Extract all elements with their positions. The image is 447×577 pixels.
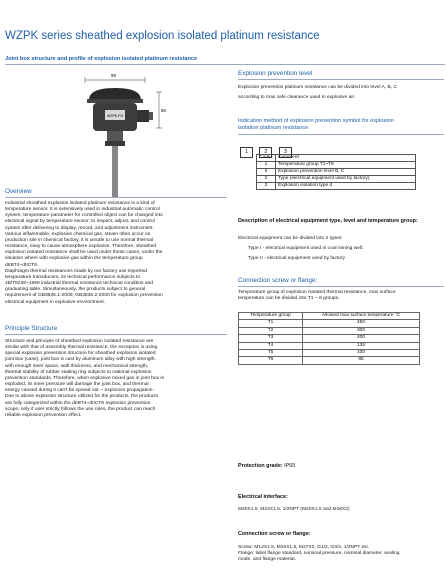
table-row: T1 450 — [239, 320, 420, 327]
connection2-text: Screw: M12X1.5, M16X1.5, M27X2, G1/2, G3/4, 1/2NPT etc. Flange: label flange standard, nominal pressure, nominal diameter, sealing mode, and flange material. — [238, 545, 400, 563]
equipment-line-2: Type I - electrical equipment used in coal mining well; — [248, 246, 364, 251]
overview-text: Industrial sheathed explosion isolated platinum resistance is a kind of temperature sensor. It is extensively used in industrial automatic control system, temperature parameter for controlled object can be changed into electrical signal by temperature sensor, to inspect, adjust, and control system after delivering to display, record, and adjustment instrument. Various inflammable, explosive chemical gas, steam often occur on production site in chemical factory, it is unsafe to use normal thermal resistance, easy to cause atmosphere explosion. Therefore, sheathed explosion isolated resistance shall be used under these cases, under the situation where with explosive gas within the temperature group dIIBT4~dIICT6. Diaphragm thermal resistances made by our factory use imported temperature transducers, its technical performance subjects to JB/T8238~1999 industrial thermal resistance technical condition and graduating table. Simultaneously, the products subject to general requirement of GB3836.1-2000, GB3836.2-2000 for explosion prevention electrical equipment in explosive environment. — [5, 201, 163, 305]
joint-box-diagram — [55, 70, 170, 200]
temperature-group-table — [238, 312, 420, 365]
page-subtitle: Joint box structure and profile of explosion isolated platinum resistance — [5, 56, 198, 62]
joint-box-neck — [107, 131, 123, 141]
connection2-heading: Connection screw or flange: — [238, 531, 311, 537]
indication-col-code: Code — [257, 155, 276, 162]
connection-heading: Connection screw or flange: — [238, 277, 318, 284]
sheath-tube — [112, 146, 118, 198]
table-row: T6 85 — [239, 357, 420, 364]
indication-table — [256, 154, 416, 190]
symbol-box-2: 2 — [259, 147, 272, 158]
joint-box-cap — [89, 88, 141, 100]
table-row: T4 135 — [239, 342, 420, 349]
indication-heading: Indication method of explosion prevention symbol for explosion isolation platinum resistance — [238, 118, 394, 131]
indication-row: 2 Type (electrical equipment used by factory) — [257, 176, 416, 183]
dim-side-label: 60 — [161, 108, 167, 113]
table-row: T2 300 — [239, 327, 420, 334]
equipment-line-3: Type II - electrical equipment used by factory — [248, 256, 346, 261]
table-row: T3 200 — [239, 335, 420, 342]
nameplate-label: WZPK-PU — [107, 114, 124, 118]
table-row: T5 100 — [239, 350, 420, 357]
connection-text: Temperature group of explosion isolated thermal resistance, max surface temperature can be divided into T1 ~ 6 groups. — [238, 290, 396, 302]
equipment-heading: Description of electrical equipment type, level and temperature group: — [238, 218, 418, 224]
indication-row: 3 Explosion isolation type d — [257, 183, 416, 190]
equipment-line-1: Electrical equipment can be divided into 2 types: — [238, 236, 343, 241]
interface-heading: Electrical interface: — [238, 494, 288, 500]
indication-col-comment: Comment — [276, 155, 416, 162]
overview-heading: Overview — [5, 188, 32, 195]
dim-top-label: 90 — [111, 73, 117, 78]
explosion-level-heading: Explosion prevention level — [238, 70, 313, 77]
explosion-level-text: Explosion prevention platinum resistance can be divided into level A, B, C according to max safe clearance used in explosive air. — [238, 85, 398, 101]
interface-value: M20X1.5, M22X1.5, 1/2NPT (M20X1.5 and M18X2) — [238, 507, 350, 512]
temp-col-group: Temperature group — [239, 313, 303, 320]
temp-col-max: Allowed max surface temperature °C — [303, 313, 420, 320]
principle-heading: Principle Structure — [5, 325, 58, 332]
indication-row: 1 Temperature group T1~T6 — [257, 162, 416, 169]
indication-row: II Explosion prevention level B, C — [257, 169, 416, 176]
subtitle-divider — [5, 64, 445, 65]
page-title: WZPK series sheathed explosion isolated platinum resistance — [5, 30, 320, 42]
symbol-box-1: 1 — [240, 147, 253, 158]
symbol-box-3: 3 — [279, 147, 292, 158]
principle-text: Structure and principle of sheathed explosion isolated resistance are similar with that of assembly thermal resistance, the exception is using special explosion prevention structure for sheathed explosion isolated joint box (case), joint box is cast by aluminum alloy with high strength, with enough inner space, wall thickness, and mechanical strength, thermal stability of rubber sealing ring subjects to national explosion prevention standards. Therefore, when explosive mixed gas in joint box is exploded, its inner pressure will damage the joint box, and thermal energy caused during it can't be spread out -- explosion propagation. Due to above explosion structure utilized for the products, the products are fully categorized within the dIIBT4~dIICT6 explosion prevention scope, only if user strictly follows the use rules, the product can reach reliable explosion prevention effect. — [5, 339, 164, 418]
protection-grade: Protection grade: IP65 — [238, 463, 296, 469]
